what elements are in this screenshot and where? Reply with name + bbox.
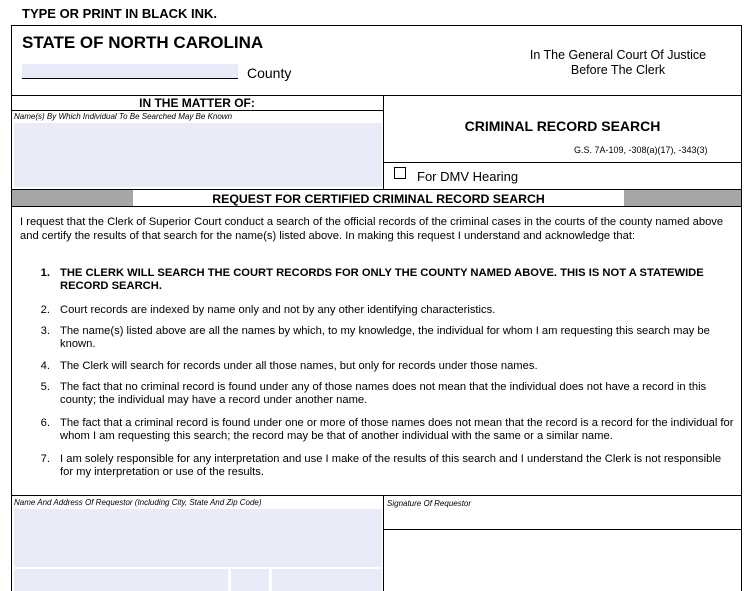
item-number: 5. [40,381,50,393]
signature-line [383,529,741,530]
requestor-state-input[interactable] [231,569,269,591]
item-text: The name(s) listed above are all the names by which, to my knowledge, the individual for whom I am requesting this search may be known. [60,325,710,350]
county-label: County [247,65,292,81]
form-title: CRIMINAL RECORD SEARCH [464,118,661,134]
request-intro: I request that the Clerk of Superior Court conduct a search of the official records of the criminal cases in the courts of the county named above and certify the results of that search for the name(s) listed above. In making this request I understand and acknowledge that: [20,216,724,242]
signature-field[interactable] [384,505,740,528]
dmv-label: For DMV Hearing [417,169,519,184]
item-number: 3. [40,325,50,337]
requestor-zip-input[interactable] [272,569,382,591]
names-label: Name(s) By Which Individual To Be Searched May Be Known [14,112,233,121]
item-text: The fact that a criminal record is found under one or more of those names does not mean that the record is a record for the individual for whom I am requesting this search; the record may be that of another individual with the same or a similar name. [60,417,734,442]
request-heading: REQUEST FOR CERTIFIED CRIMINAL RECORD SEARCH [212,192,545,206]
county-underline [22,78,238,79]
frame-right-line [741,25,742,591]
court-line-1: In The General Court Of Justice [529,48,707,62]
grey-band-left [12,190,133,206]
item-text: I am solely responsible for any interpretation and use I make of the results of this search and I understand the Clerk is not responsible for my interpretation or use of the results. [60,453,722,478]
matter-divider [383,95,384,189]
matter-title-line [11,110,383,111]
state-title: STATE OF NORTH CAROLINA [22,33,264,52]
statute-citation: G.S. 7A-109, -308(a)(17), -343(3) [574,145,708,155]
requestor-address-input[interactable] [14,509,382,567]
item-number: 1. [40,267,50,279]
frame-top-line [11,25,742,26]
requestor-label: Name And Address Of Requestor (Including City, State And Zip Code) [14,498,262,507]
item-text: THE CLERK WILL SEARCH THE COURT RECORDS FOR ONLY THE COUNTY NAMED ABOVE. THIS IS NOT A STATEWIDE RECORD SEARCH. [60,267,704,292]
item-number: 4. [40,360,50,372]
dmv-checkbox[interactable] [394,167,406,179]
grey-band-right [624,190,741,206]
signature-label: Signature Of Requestor [387,499,472,508]
requestor-city-input[interactable] [14,569,228,591]
item-number: 2. [40,304,50,316]
item-number: 7. [40,453,50,465]
names-input[interactable] [14,123,382,187]
ink-instruction: TYPE OR PRINT IN BLACK INK. [22,6,218,21]
court-name [488,48,748,78]
footer-top-line [11,495,742,496]
item-text: Court records are indexed by name only and not by any other identifying characteristics. [60,304,496,316]
request-heading-line [11,206,742,207]
item-number: 6. [40,417,50,429]
item-text: The fact that no criminal record is found under any of those names does not mean that the individual does not have a record in this county; the individual may have a record under another name. [60,381,707,406]
court-line-2: Before The Clerk [570,63,666,77]
matter-title: IN THE MATTER OF: [139,96,255,110]
county-input[interactable] [22,64,238,78]
dmv-top-line [383,162,741,163]
item-text: The Clerk will search for records under all those names, but only for records under those names. [60,360,538,372]
